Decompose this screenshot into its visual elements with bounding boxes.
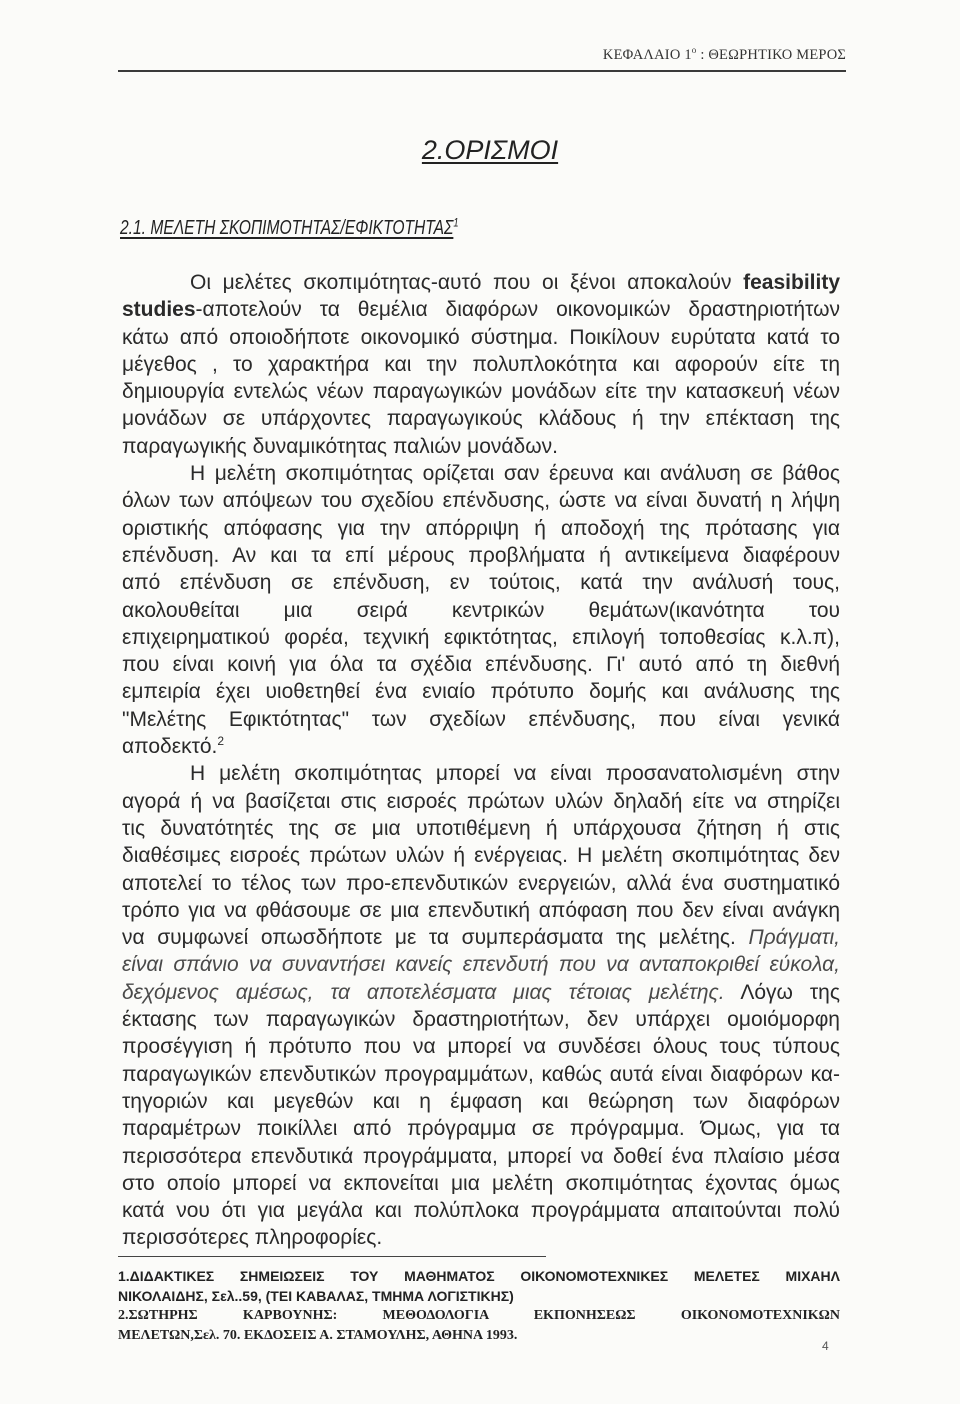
body-line — [122, 296, 840, 323]
body-line: τις δυνατότητές της σε μια υποτιθέμενη ή υπάρχουσα ζήτηση ή στις — [122, 816, 840, 840]
body-line: αγορά ή να βασίζεται στις εισροές πρώτων υλών δηλαδή είτε να στηρίζει — [122, 789, 840, 813]
footnote-ref: 2 — [217, 734, 225, 749]
body-line: κάτω από οποιοδήποτε οικονομικό σύστημα. Ποικίλουν ευρύτατα κατά το — [122, 325, 840, 349]
footnote-line: 2.ΣΩΤΗΡΗΣ ΚΑΡΒΟΥΝΗΣ: ΜΕΘΟΔΟΛΟΓΙΑ ΕΚΠΟΝΗΣΕΩΣ ΟΙΚΟΝΟΜΟΤΕΧΝΙΚΩΝ — [118, 1308, 840, 1324]
body-line: παραγωγικών επενδυτικών προγραμμάτων, καθώς αυτά είναι διαφόρων κα- — [122, 1062, 840, 1086]
text-run: -αποτελούν τα θεμέλια διαφόρων οικονομικών δραστηριοτήτων — [195, 298, 840, 322]
body-line: τρόπο για να φθάσουμε σε μια επενδυτική απόφαση που δεν είναι ανάγκη — [122, 898, 840, 922]
body-line: οριστικής απόφασης για την απόρριψη ή αποδοχή της πρότασης για — [122, 516, 840, 540]
body-line: μέγεθος , το χαρακτήρα και την πολυπλοκότητα και αφορούν είτε τη — [122, 352, 840, 376]
body-line — [122, 979, 840, 1006]
body-line — [122, 269, 840, 296]
text-run: αποδεκτό. — [122, 735, 218, 759]
italic-run: δεχόμενος αμέσως, τα αποτελέσματα μιας τέτοιας μελέτης. — [122, 980, 725, 1004]
body-line: επένδυση. Αν και τα επί μέρους προβλήματα ή αντικείμενα διαφέρουν — [122, 543, 840, 567]
body-line: κατά νου ότι για μεγάλα και πολύπλοκα προγράμματα απαιτούνται πολύ — [122, 1199, 840, 1223]
body-line: όλων των απόψεων του σχεδίου επένδυσης, ώστε να είναι δυνατή η λήψη — [122, 489, 840, 513]
footnote-2 — [118, 1306, 840, 1345]
page-number: 4 — [822, 1339, 829, 1353]
body-line: εμπειρία έχει υιοθετηθεί ένα ενιαίο πρότυπο δομής και ανάλυσης της — [122, 680, 840, 704]
paragraph — [122, 760, 840, 1251]
text-run: Λόγω της — [724, 980, 840, 1004]
body-line: τηγοριών και μεγεθών και η έμφαση και θεώρηση των διαφόρων — [122, 1089, 840, 1113]
body-line: περισσότερα επενδυτικά προγράμματα, μπορεί να δοθεί ένα πλαίσιο μέσα — [122, 1144, 840, 1168]
body-line: αποτελεί το τέλος των προ-επενδυτικών ενεργειών, αλλά ένα συστηματικό — [122, 871, 840, 895]
body-text — [122, 269, 840, 1252]
text-run: να συμφωνεί οπωσδήποτε με τα συμπεράσματα της μελέτης. — [122, 926, 749, 950]
footnotes — [118, 1267, 840, 1346]
section-title: 2.1. ΜΕΛΕΤΗ ΣΚΟΠΙΜΟΤΗΤΑΣ/ΕΦΙΚΤΟΤΗΤΑΣ — [120, 217, 454, 239]
running-header — [603, 46, 846, 64]
footnote-rule — [118, 1256, 546, 1257]
body-line — [122, 951, 840, 978]
body-line: "Μελέτης Εφικτότητας" των σχεδίων επένδυσης, που είναι γενικά — [122, 707, 840, 731]
body-line — [122, 924, 840, 951]
paragraph — [122, 460, 840, 760]
body-line: παραμέτρων ποικίλλει από πρόγραμμα σε πρόγραμμα. Όμως, για τα — [122, 1117, 840, 1141]
italic-run: είναι σπάνιο να συναντήσει κανείς επενδυτή που να ανταποκριθεί εύκολα, — [122, 953, 840, 977]
body-line: προσέγγιση ή πρότυπο που να μπορεί να συνδέσει όλους τους τύπους — [122, 1035, 840, 1059]
body-line: Η μελέτη σκοπιμότητας μπορεί να είναι προσανατολισμένη στην — [190, 762, 840, 786]
chapter-label: ΚΕΦΑΛΑΙΟ 1 — [602, 47, 692, 63]
italic-run: Πράγματι, — [748, 926, 840, 950]
chapter-title: 2.ΟΡΙΣΜΟΙ — [421, 135, 559, 165]
body-line: διαθέσιμες εισροές πρώτων υλών ή ενέργειας. Η μελέτη σκοπιμότητας δεν — [122, 844, 840, 868]
bold-term: studies — [122, 298, 196, 322]
body-line: περισσότερες πληροφορίες. — [122, 1226, 383, 1250]
body-line — [122, 733, 840, 760]
footnote-ref: 1 — [453, 215, 459, 230]
body-line: παραγωγικής δυναμικότητας παλιών μονάδων. — [122, 434, 558, 458]
body-line: στο οποίο μπορεί να εκπονείται μια μελέτη σκοπιμότητας έχοντας όμως — [122, 1171, 840, 1195]
body-line: Η μελέτη σκοπιμότητας ορίζεται σαν έρευνα και ανάλυση σε βάθος — [190, 462, 840, 486]
body-line: μονάδων σε υπάρχοντες παραγωγικούς κλάδους ή την επέκταση της — [122, 407, 840, 431]
bold-term: feasibility — [743, 271, 840, 294]
body-line: έκτασης των παραγωγικών δραστηριοτήτων, δεν υπάρχει ομοιόμορφη — [122, 1008, 840, 1032]
footnote-1 — [118, 1267, 840, 1306]
part-label: : ΘΕΩΡΗΤΙΚΟ ΜΕΡΟΣ — [696, 47, 846, 63]
page-title — [20, 133, 960, 167]
footnote-line: ΜΕΛΕΤΩΝ,Σελ. 70. ΕΚΔΟΣΕΙΣ Α. ΣΤΑΜΟΥΛΗΣ, ΑΘΗΝΑ 1993. — [118, 1328, 518, 1344]
body-line: από επένδυση σε επένδυση, εν τούτοις, κατά την ανάλυσή τους, — [122, 571, 840, 595]
body-line: δημιουργία εντελώς νέων παραγωγικών μονάδων είτε την κατασκευή νέων — [122, 380, 840, 404]
body-line: ακολουθείται μια σειρά κεντρικών θεμάτων(ικανότητα του — [122, 598, 840, 622]
footnote-line: 1.ΔΙΔΑΚΤΙΚΕΣ ΣΗΜΕΙΩΣΕΙΣ ΤΟΥ ΜΑΘΗΜΑΤΟΣ ΟΙΚΟΝΟΜΟΤΕΧΝΙΚΕΣ ΜΕΛΕΤΕΣ ΜΙΧΑΗΛ — [118, 1268, 840, 1284]
footnote-line: ΝΙΚΟΛΑΙΔΗΣ, Σελ..59, (ΤΕΙ ΚΑΒΑΛΑΣ, ΤΜΗΜΑ ΛΟΓΙΣΤΙΚΗΣ) — [118, 1287, 514, 1304]
text-run: Οι μελέτες σκοπιμότητας-αυτό που οι ξένοι αποκαλούν — [190, 271, 744, 294]
body-line: που είναι κοινή για όλα τα σχέδια επένδυσης. Γι' αυτό από τη διεθνή — [122, 653, 840, 677]
section-heading — [120, 214, 459, 242]
body-line: επιχειρηματικού φορέα, τεχνική εφικτότητας, επιλογή τοποθεσίας κ.λ.π), — [122, 625, 840, 649]
chapter-ordinal: ο — [691, 45, 697, 56]
paragraph — [122, 269, 840, 460]
header-rule — [118, 70, 846, 72]
